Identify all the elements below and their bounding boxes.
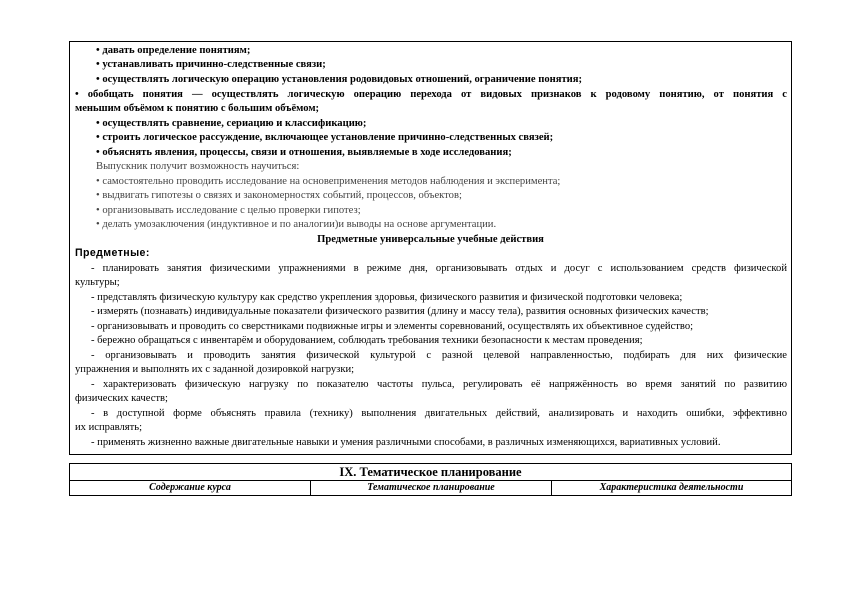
bullet-generalize-line1: • обобщать понятия — осуществлять логическую операцию перехода от видовых признаков к родовому понятию, от понятия с xyxy=(75,89,787,100)
bullet-compare: • осуществлять сравнение, сериацию и классификацию; xyxy=(96,118,367,129)
opportunity-intro: Выпускник получит возможность научиться: xyxy=(96,161,300,172)
subject-item-8-line1: - в доступной форме объяснять правила (технику) выполнения двигательных действий, анализировать и находить ошибки, эффективно xyxy=(91,408,787,419)
bullet-generalize-line2: меньшим объёмом к понятию с большим объёмом; xyxy=(75,103,320,114)
subject-item-7-line1: - характеризовать физическую нагрузку по показателю частоты пульса, регулировать её напряжённость во время занятий по развитию xyxy=(91,379,787,390)
subject-item-8-line2: их исправлять; xyxy=(75,422,143,433)
subject-item-5: - бережно обращаться с инвентарём и оборудованием, соблюдать требования техники безопасности к местам проведения; xyxy=(91,335,643,346)
subject-item-9: - применять жизненно важные двигательные навыки и умения различными способами, в различных изменяющихся, вариативных условий. xyxy=(91,437,721,448)
opportunity-item: • самостоятельно проводить исследование на основеприменения методов наблюдения и эксперимента; xyxy=(96,176,561,187)
bullet-reasoning: • строить логическое рассуждение, включающее установление причинно-следственных связей; xyxy=(96,132,554,143)
subject-item-3: - измерять (познавать) индивидуальные показатели физического развития (длину и массу тела), развития основных физических качеств; xyxy=(91,306,709,317)
subject-item-4: - организовывать и проводить со сверстниками подвижные игры и элементы соревнований, осуществлять их объективное судейство; xyxy=(91,321,694,332)
subject-item-6-line2: упражнения и выполнять их с заданной дозировкой нагрузки; xyxy=(75,364,355,375)
bullet-explain: • объяснять явления, процессы, связи и отношения, выявляемые в ходе исследования; xyxy=(96,147,512,158)
subject-item-6-line1: - организовывать и проводить занятия физической культурой с разной целевой направленностью, подбирать для них физические xyxy=(91,350,787,361)
subject-item-1-line1: - планировать занятия физическими упражнениями в режиме дня, организовывать отдых и досуг с использованием средств физической xyxy=(91,263,787,274)
subject-heading: Предметные универсальные учебные действия xyxy=(317,234,544,245)
table-header-row xyxy=(69,481,792,496)
table-header-activity: Характеристика деятельности xyxy=(551,481,791,495)
opportunity-item: • выдвигать гипотезы о связях и закономерностях событий, процессов, объектов; xyxy=(96,190,462,201)
section-title: IX. Тематическое планирование xyxy=(69,463,792,481)
bullet-define-concepts: • давать определение понятиям; xyxy=(96,45,251,56)
bullet-genus-species: • осуществлять логическую операцию установления родовидовых отношений, ограничение понятия; xyxy=(96,74,583,85)
subject-item-7-line2: физических качеств; xyxy=(75,393,168,404)
subject-item-2: - представлять физическую культуру как средство укрепления здоровья, физического развития и физической подготовки человека; xyxy=(91,292,683,303)
opportunity-item: • организовывать исследование с целью проверки гипотез; xyxy=(96,205,361,216)
subject-label: Предметные: xyxy=(75,247,150,259)
opportunity-item: • делать умозаключения (индуктивное и по аналогии)и выводы на основе аргументации. xyxy=(96,219,497,230)
subject-item-1-line2: культуры; xyxy=(75,277,120,288)
bullet-cause-effect: • устанавливать причинно-следственные связи; xyxy=(96,59,326,70)
table-header-content: Содержание курса xyxy=(149,482,231,493)
table-header-planning: Тематическое планирование xyxy=(310,481,551,495)
